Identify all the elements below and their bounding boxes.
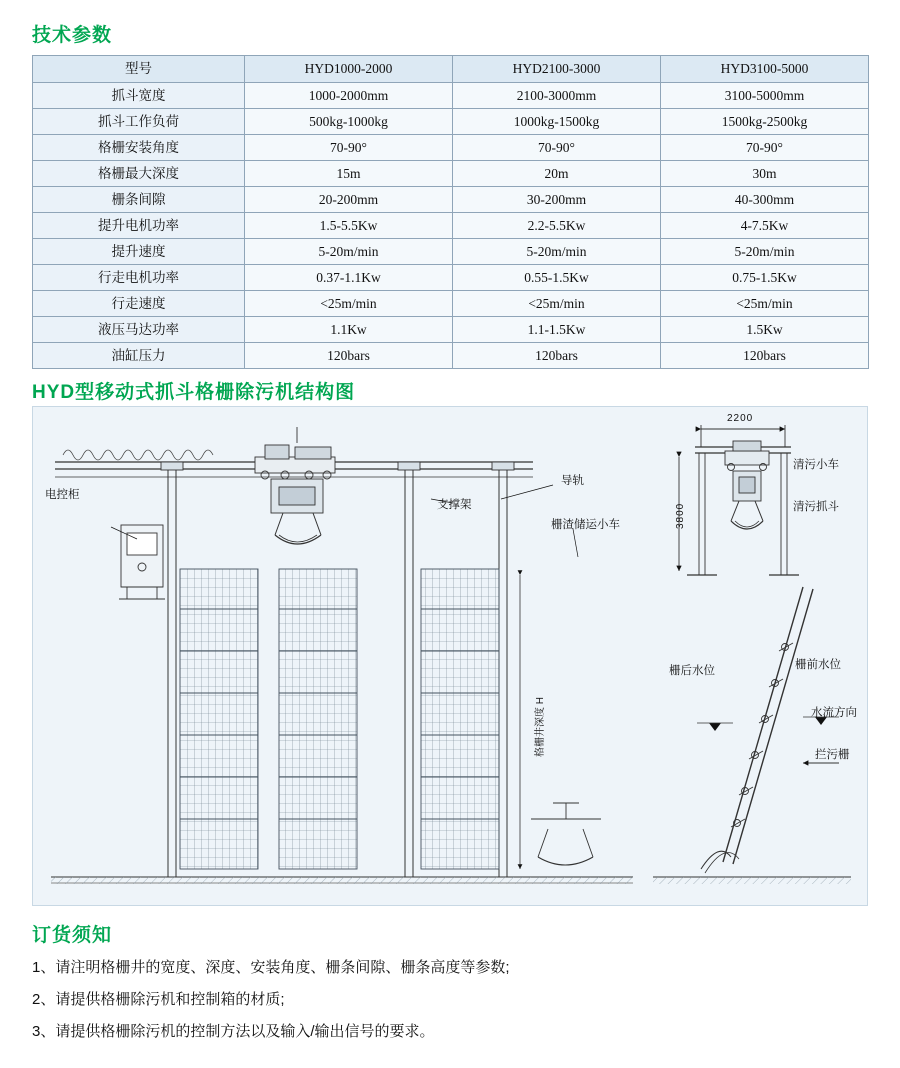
table-row	[33, 291, 869, 317]
table-row	[33, 343, 869, 369]
row-value: 1.1-1.5Kw	[453, 317, 661, 343]
label-flow-direction: 水流方向	[811, 707, 857, 719]
dimension-width: 2200	[727, 413, 754, 424]
label-water-level-front: 栅前水位	[795, 659, 841, 671]
row-value: 4-7.5Kw	[661, 213, 869, 239]
row-label: 行走电机功率	[33, 265, 245, 291]
structure-diagram	[32, 406, 868, 906]
row-value: 0.75-1.5Kw	[661, 265, 869, 291]
list-item: 3、请提供格栅除污机的控制方法以及输入/输出信号的要求。	[32, 1023, 435, 1040]
row-value: 5-20m/min	[453, 239, 661, 265]
row-value: 1000kg-1500kg	[453, 109, 661, 135]
row-label: 抓斗宽度	[33, 83, 245, 109]
row-value: 0.37-1.1Kw	[245, 265, 453, 291]
row-value: 40-300mm	[661, 187, 869, 213]
order-notice-title: 订货须知	[32, 925, 113, 946]
list-item: 1、请注明格栅井的宽度、深度、安装角度、栅条间隙、栅条高度等参数;	[32, 959, 510, 976]
row-value: 1500kg-2500kg	[661, 109, 869, 135]
row-value: 20-200mm	[245, 187, 453, 213]
table-row	[33, 83, 869, 109]
row-value: 0.55-1.5Kw	[453, 265, 661, 291]
label-cleaning-trolley: 清污小车	[793, 459, 839, 471]
order-notice-list	[32, 952, 868, 1048]
col-header-hyd3100: HYD3100-5000	[661, 56, 869, 83]
row-label: 抓斗工作负荷	[33, 109, 245, 135]
row-label: 提升速度	[33, 239, 245, 265]
tech-params-title: 技术参数	[32, 25, 113, 46]
diagram-drawing	[33, 407, 867, 905]
row-value: 120bars	[661, 343, 869, 369]
table-row	[33, 187, 869, 213]
table-row	[33, 265, 869, 291]
table-row	[33, 135, 869, 161]
row-value: 120bars	[245, 343, 453, 369]
row-value: <25m/min	[661, 291, 869, 317]
label-rail: 导轨	[561, 475, 584, 487]
label-well-depth: 格栅井深度 H	[535, 697, 546, 757]
row-value: 1.5Kw	[661, 317, 869, 343]
label-control-cabinet: 电控柜	[45, 489, 80, 501]
row-value: 2100-3000mm	[453, 83, 661, 109]
row-value: 5-20m/min	[245, 239, 453, 265]
tech-params-table	[32, 55, 869, 369]
row-label: 格栅最大深度	[33, 161, 245, 187]
row-value: 1000-2000mm	[245, 83, 453, 109]
table-row	[33, 317, 869, 343]
row-value: 500kg-1000kg	[245, 109, 453, 135]
row-label: 栅条间隙	[33, 187, 245, 213]
label-cleaning-grab: 清污抓斗	[793, 501, 839, 513]
row-value: 70-90°	[661, 135, 869, 161]
row-value: 5-20m/min	[661, 239, 869, 265]
row-value: 70-90°	[453, 135, 661, 161]
row-value: 120bars	[453, 343, 661, 369]
list-item: 2、请提供格栅除污机和控制箱的材质;	[32, 991, 285, 1008]
row-value: 15m	[245, 161, 453, 187]
row-value: 30-200mm	[453, 187, 661, 213]
structure-diagram-title: HYD型移动式抓斗格栅除污机结构图	[32, 382, 356, 403]
col-header-hyd2100: HYD2100-3000	[453, 56, 661, 83]
row-value: <25m/min	[453, 291, 661, 317]
row-value: 20m	[453, 161, 661, 187]
dimension-height: 3800	[675, 502, 686, 529]
row-label: 油缸压力	[33, 343, 245, 369]
table-row	[33, 239, 869, 265]
label-support-frame: 支撑架	[437, 499, 472, 511]
label-bar-screen: 拦污栅	[815, 749, 850, 761]
table-row	[33, 109, 869, 135]
row-value: 1.1Kw	[245, 317, 453, 343]
row-label: 提升电机功率	[33, 213, 245, 239]
label-trash-trolley: 栅渣储运小车	[551, 519, 620, 531]
row-label: 格栅安装角度	[33, 135, 245, 161]
label-water-level-back: 栅后水位	[669, 665, 715, 677]
row-label: 行走速度	[33, 291, 245, 317]
col-header-model: 型号	[33, 56, 245, 83]
row-value: 30m	[661, 161, 869, 187]
row-value: 2.2-5.5Kw	[453, 213, 661, 239]
row-value: <25m/min	[245, 291, 453, 317]
table-row	[33, 161, 869, 187]
row-value: 3100-5000mm	[661, 83, 869, 109]
row-label: 液压马达功率	[33, 317, 245, 343]
table-header-row	[33, 56, 869, 83]
col-header-hyd1000: HYD1000-2000	[245, 56, 453, 83]
row-value: 1.5-5.5Kw	[245, 213, 453, 239]
row-value: 70-90°	[245, 135, 453, 161]
table-row	[33, 213, 869, 239]
